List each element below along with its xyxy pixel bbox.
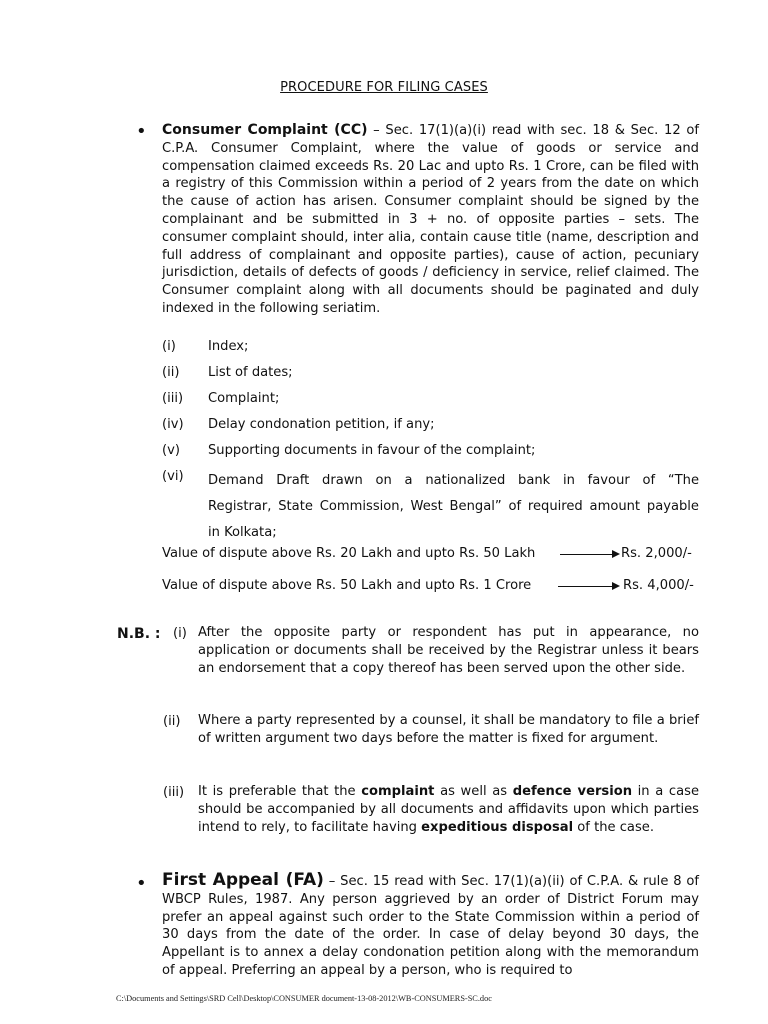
footer-file-path: C:\Documents and Settings\SRD Cell\Desktop\CONSUMER document-13-08-2012\WB-CONSUMERS-SC.doc bbox=[116, 994, 492, 1003]
list-item-text: Supporting documents in favour of the complaint; bbox=[208, 443, 536, 458]
list-item-number: (v) bbox=[162, 443, 180, 458]
page-title: PROCEDURE FOR FILING CASES bbox=[280, 80, 488, 95]
fee-label: Value of dispute above Rs. 20 Lakh and upto Rs. 50 Lakh bbox=[162, 546, 536, 561]
list-item-text: List of dates; bbox=[208, 365, 293, 380]
arrow-right-icon bbox=[560, 554, 618, 555]
consumer-complaint-text: – Sec. 17(1)(a)(i) read with sec. 18 & Sec. 12 of C.P.A. Consumer Complaint, where the value of goods or service and compensation claimed exceeds Rs. 20 Lac and upto Rs. 1 Crore, can be filed with a registry of this Commission within a period of 2 years from the date on which the cause of action has arisen. Consumer complaint should be signed by the complainant and be submitted in 3 + no. of opposite parties – sets. The consumer complaint should, inter alia, contain cause title (name, description and full address of complainant and opposite parties), cause of action, pecuniary jurisdiction, details of defects of goods / deficiency in service, relief claimed. The Consumer complaint along with all documents should be paginated and duly indexed in the following seriatim. bbox=[162, 123, 699, 316]
bullet-icon: • bbox=[136, 873, 147, 894]
arrow-right-icon bbox=[558, 586, 618, 587]
nb-item-number: (iii) bbox=[163, 785, 185, 800]
list-item-number: (iii) bbox=[162, 391, 184, 406]
fee-amount: Rs. 2,000/- bbox=[621, 546, 692, 561]
list-item-number: (vi) bbox=[162, 469, 184, 484]
demand-draft-text: Demand Draft drawn on a nationalized bank in favour of “The Registrar, State Commission, West Bengal” of required amount payable in Kolkata; bbox=[208, 473, 699, 540]
list-item-text: Delay condonation petition, if any; bbox=[208, 417, 435, 432]
nb-item-text: After the opposite party or respondent has put in appearance, no application or documents shall be received by the Registrar unless it bears an endorsement that a copy thereof has been served upon the other side. bbox=[198, 625, 699, 676]
consumer-complaint-paragraph bbox=[162, 122, 699, 318]
nb-item-number: (i) bbox=[173, 626, 187, 641]
nb-item-text: Where a party represented by a counsel, it shall be mandatory to file a brief of written argument two days before the matter is fixed for argument. bbox=[198, 713, 699, 746]
list-item-number: (ii) bbox=[162, 365, 180, 380]
bullet-icon: • bbox=[136, 121, 147, 142]
list-item-text: Index; bbox=[208, 339, 249, 354]
nb-item-number: (ii) bbox=[163, 714, 181, 729]
fee-label: Value of dispute above Rs. 50 Lakh and upto Rs. 1 Crore bbox=[162, 578, 532, 593]
fee-amount: Rs. 4,000/- bbox=[623, 578, 694, 593]
first-appeal-text: – Sec. 15 read with Sec. 17(1)(a)(ii) of C.P.A. & rule 8 of WBCP Rules, 1987. Any person aggrieved by an order of District Forum may prefer an appeal against such order to the State Commission within a period of 30 days from the date of the order. In case of delay beyond 30 days, the Appellant is to annex a delay condonation petition along with the memorandum of appeal. Preferring an appeal by a person, who is required to bbox=[162, 874, 699, 978]
list-item-number: (iv) bbox=[162, 417, 184, 432]
fee-row bbox=[162, 546, 722, 564]
fee-row bbox=[162, 578, 722, 596]
first-appeal-heading: First Appeal (FA) bbox=[162, 870, 324, 890]
first-appeal-paragraph bbox=[162, 872, 699, 980]
list-item-number: (i) bbox=[162, 339, 176, 354]
nb-label: N.B. : bbox=[117, 626, 161, 642]
nb-item-text: It is preferable that the complaint as well as defence version in a case should be accompanied by all documents and affidavits upon which parties intend to rely, to facilitate having expeditious disposal of the case. bbox=[198, 784, 699, 835]
consumer-complaint-heading: Consumer Complaint (CC) bbox=[162, 122, 368, 138]
list-item-text: Complaint; bbox=[208, 391, 280, 406]
